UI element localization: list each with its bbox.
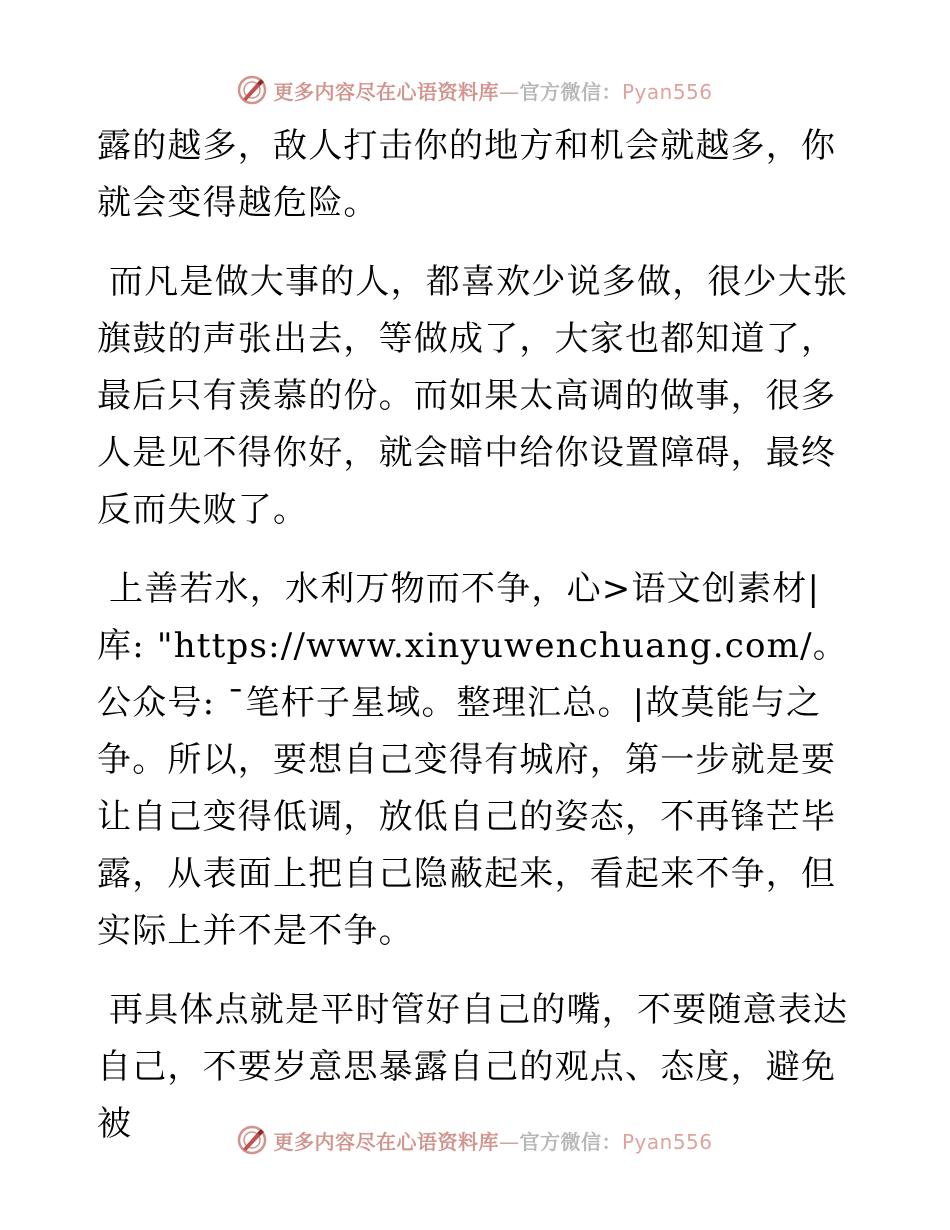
watermark-site-text: 更多内容尽在心语资料库 bbox=[273, 79, 499, 104]
header-watermark bbox=[0, 70, 950, 110]
watermark-dash: — bbox=[498, 79, 520, 104]
watermark-text bbox=[273, 76, 712, 105]
watermark-text bbox=[273, 1126, 712, 1155]
paragraph: 而凡是做大事的人，都喜欢少说多做，很少大张旗鼓的声张出去，等做成了，大家也都知道了，最后只有羡慕的份。而如果太高调的做事，很多人是见不得你好，就会暗中给你设置障碍，最终反而失败了。 bbox=[97, 262, 849, 530]
watermark-official-label: 官方微信： bbox=[519, 79, 622, 104]
paragraph: 上善若水，水利万物而不争，心>语文创素材|库: "https://www.xinyuwenchuang.com/。公众号: ¯笔杆子星域。整理汇总。|故莫能与之争。所以，要想自己变得有城府，第一步就是要让自己变得低调，放低自己的姿态，不再锋芒毕露，从表面上把自己隐蔽起来，看起来不争，但实际上并不是不争。 bbox=[97, 569, 848, 951]
footer-watermark bbox=[0, 1120, 950, 1160]
paragraph: 露的越多，敌人打击你的地方和机会就越多，你就会变得越危险。 bbox=[97, 126, 837, 223]
watermark-wechat-id: Pyan556 bbox=[621, 79, 713, 104]
pen-logo-icon bbox=[237, 1125, 267, 1155]
watermark-wechat-id: Pyan556 bbox=[621, 1129, 713, 1154]
watermark-official-label: 官方微信： bbox=[519, 1129, 622, 1154]
watermark-dash: — bbox=[498, 1129, 520, 1154]
watermark-site-text: 更多内容尽在心语资料库 bbox=[273, 1129, 499, 1154]
paragraph: 再具体点就是平时管好自己的嘴，不要随意表达自己，不要岁意思暴露自己的观点、态度，避免被 bbox=[97, 990, 849, 1144]
document-body bbox=[97, 118, 857, 1175]
pen-logo-icon bbox=[237, 75, 267, 105]
